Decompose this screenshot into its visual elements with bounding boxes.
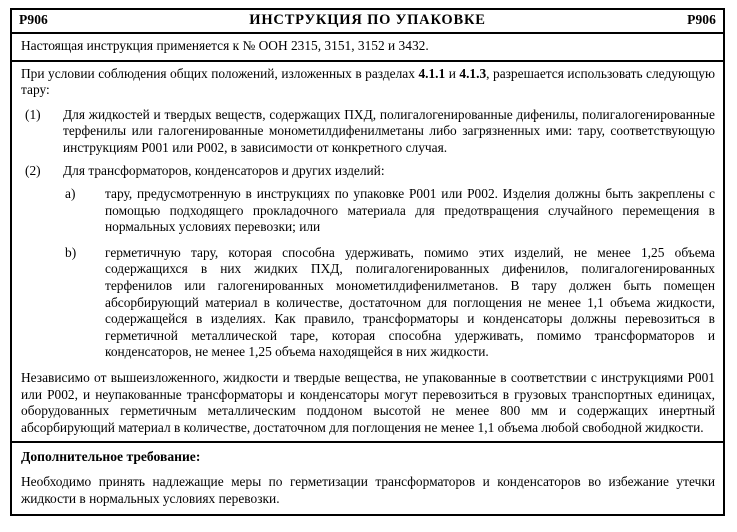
applies-text: Настоящая инструкция применяется к № ООН 2315, 3151, 3152 и 3432. xyxy=(21,38,429,53)
applies-cell xyxy=(11,33,724,61)
applies-row xyxy=(11,33,724,61)
section-ref-4-1-1: 4.1.1 xyxy=(418,65,446,81)
intro-part-2: , разрешается использовать следующую тару: xyxy=(21,65,715,98)
list-item-body xyxy=(63,163,715,361)
packing-code-left: P906 xyxy=(19,12,48,27)
list-item xyxy=(21,107,715,157)
closing-paragraph: Независимо от вышеизложенного, жидкости и твердые вещества, не упакованные в соответствии с инструкциями P001 или P002, и неупакованные трансформаторы и конденсаторы могут перевозиться в грузовых транспортных единицах, оборудованных герметичным металлическим поддоном высотой не менее 800 мм и содержащих инертный абсорбирующий материал в количестве, достаточном для поглощения не менее 1,1 объема любой свободной жидкости. xyxy=(21,370,715,435)
packaging-sub-list xyxy=(63,186,715,361)
list-item-marker: (1) xyxy=(25,106,41,122)
additional-requirement-text: Необходимо принять надлежащие меры по герметизации трансформаторов и конденсаторов во избежание утечки жидкости в нормальных условиях перевозки. xyxy=(21,474,715,506)
list-item xyxy=(63,245,715,361)
list-item-text: Для жидкостей и твердых веществ, содержащих ПХД, полигалогенированные дифенилы, полигалогенированные терфенилы или галогенированные монометилдифенилметаны либо загрязненных ими: тару, соответствующую инструкциям P001 или P002, в зависимости от конкретного случая. xyxy=(63,106,715,155)
page-title: ИНСТРУКЦИЯ ПО УПАКОВКЕ xyxy=(249,12,486,28)
additional-requirement-title: Дополнительное требование: xyxy=(21,449,201,465)
list-item xyxy=(21,163,715,361)
list-item xyxy=(63,186,715,236)
main-body-row xyxy=(11,61,724,443)
additional-requirement-cell xyxy=(11,442,724,514)
intro-paragraph xyxy=(21,66,715,99)
sub-list-item-text: герметичную тару, которая способна удерживать, помимо этих изделий, не менее 1,25 объема содержащихся в них жидких ПХД, полигалогенированных дифенилов, полигалогенированных терфенилов или галогенированных монометилдифенилметанов. В тару должен быть помещен абсорбирующий материал в количестве, достаточном для поглощения не менее 1,1 объема жидкости, содержащейся в изделиях. Как правило, трансформаторы и конденсаторы должны перевозиться в герметичной металлической таре, которая способна удерживать, помимо трансформаторов и конденсаторов, не менее 1,25 объема находящейся в них жидкости. xyxy=(105,244,715,360)
additional-requirement-row xyxy=(11,442,724,514)
intro-part-1: При условии соблюдения общих положений, изложенных в разделах xyxy=(21,65,419,81)
packing-code-right: P906 xyxy=(687,12,716,27)
sub-list-item-text: тару, предусмотренную в инструкциях по упаковке P001 или P002. Изделия должны быть закреплены с помощью подходящего прокладочного материала для предотвращения случайного перемещения в нормальных условиях перевозки; или xyxy=(105,186,715,235)
packaging-options-list xyxy=(21,107,715,361)
list-item-text: Для трансформаторов, конденсаторов и других изделий: xyxy=(63,163,385,179)
main-body-cell xyxy=(11,61,724,443)
sub-list-item-marker: a) xyxy=(65,186,76,202)
table-header-row xyxy=(11,9,724,33)
list-item-marker: (2) xyxy=(25,163,41,179)
sub-list-item-marker: b) xyxy=(65,244,77,260)
header-cell xyxy=(11,9,724,33)
intro-conjunction: и xyxy=(445,65,460,81)
packing-instruction-table xyxy=(10,8,725,516)
closing-block xyxy=(21,361,715,436)
section-ref-4-1-3: 4.1.3 xyxy=(459,65,487,81)
